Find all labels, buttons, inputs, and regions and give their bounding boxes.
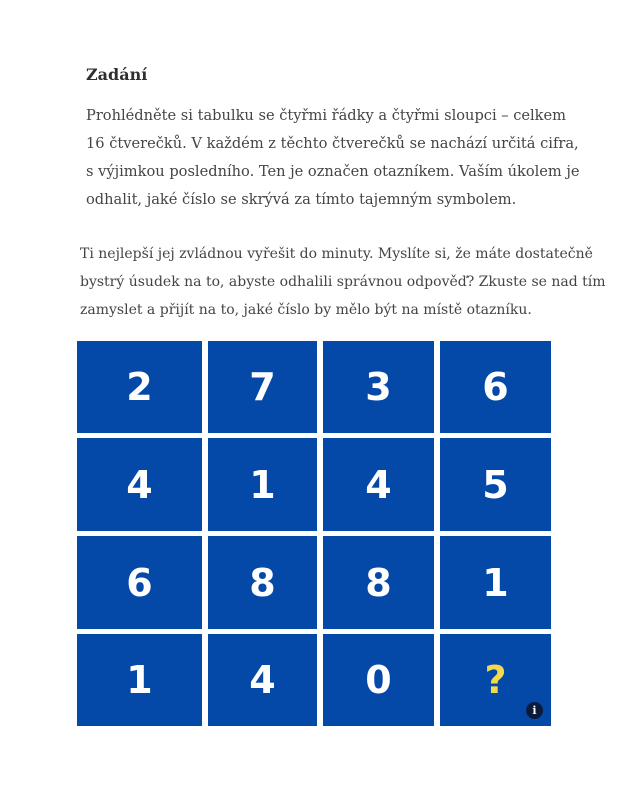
question-mark: ? bbox=[484, 658, 507, 702]
grid-cell-r4-c1: 1 bbox=[77, 634, 202, 726]
task-line: odhalit, jaké číslo se skrývá za tímto tajemným symbolem. bbox=[86, 191, 517, 208]
grid-cell-r1-c1: 2 bbox=[77, 341, 202, 433]
number-puzzle-grid bbox=[77, 341, 549, 727]
task-title: Zadání bbox=[86, 65, 148, 84]
intro-section bbox=[80, 240, 606, 324]
grid-cell-r2-c2: 1 bbox=[208, 438, 317, 531]
grid-cell-r1-c2: 7 bbox=[208, 341, 317, 433]
grid-cell-r4-c3: 0 bbox=[323, 634, 434, 726]
task-line: 16 čtverečků. V každém z těchto čtverečků se nachází určitá cifra, bbox=[86, 135, 579, 152]
grid-cell-r3-c4: 1 bbox=[440, 536, 551, 629]
task-line: Prohlédněte si tabulku se čtyřmi řádky a čtyřmi sloupci – celkem bbox=[86, 107, 567, 124]
grid-cell-r1-c4: 6 bbox=[440, 341, 551, 433]
grid-cell-r3-c1: 6 bbox=[77, 536, 202, 629]
intro-line: zamyslet a přijít na to, jaké číslo by mělo být na místě otazníku. bbox=[80, 302, 532, 318]
grid-cell-question bbox=[440, 634, 551, 726]
grid-cell-r2-c4: 5 bbox=[440, 438, 551, 531]
task-section bbox=[86, 64, 580, 214]
grid-cell-r3-c3: 8 bbox=[323, 536, 434, 629]
intro-line: Ti nejlepší jej zvládnou vyřešit do minuty. Myslíte si, že máte dostatečně bbox=[80, 246, 593, 262]
task-paragraph bbox=[86, 102, 580, 214]
grid-cell-r3-c2: 8 bbox=[208, 536, 317, 629]
intro-line: bystrý úsudek na to, abyste odhalili správnou odpověď? Zkuste se nad tím bbox=[80, 274, 606, 290]
grid-cell-r2-c3: 4 bbox=[323, 438, 434, 531]
intro-paragraph bbox=[80, 240, 606, 324]
info-icon[interactable]: i bbox=[526, 702, 543, 719]
grid-cell-r1-c3: 3 bbox=[323, 341, 434, 433]
task-line: s výjimkou posledního. Ten je označen otazníkem. Vaším úkolem je bbox=[86, 163, 580, 180]
grid-cell-r2-c1: 4 bbox=[77, 438, 202, 531]
grid-cell-r4-c2: 4 bbox=[208, 634, 317, 726]
